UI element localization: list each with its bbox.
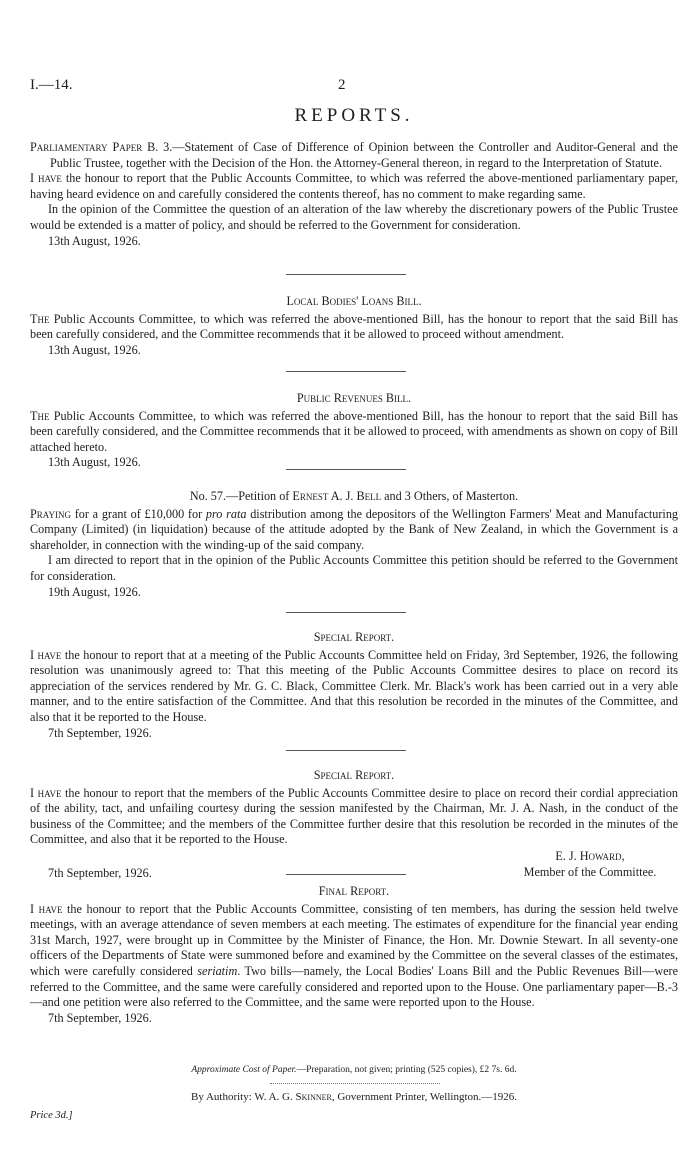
divider	[286, 750, 406, 751]
divider	[286, 469, 406, 470]
page-number: 2	[338, 77, 346, 93]
footer-divider	[270, 1083, 440, 1084]
report-date: 7th September, 1926.	[48, 1010, 152, 1025]
page-title: REPORTS.	[294, 105, 414, 126]
divider	[286, 274, 406, 275]
report-paragraph: Praying for a grant of £10,000 for pro rata distribution among the depositors of the Wellington Farmers' Meat and Manufacturing Company (Limited) (in liquidation) because of the attitude adopted by the Bank of New Zealand, in which the Government is a shareholder, in connection with the winding-up of the said company.	[30, 506, 679, 552]
signer-role: Member of the Committee.	[523, 864, 657, 879]
report-paragraph: I have the honour to report that the Public Accounts Committee, consisting of ten members, has during the session held twelve meetings, with an average attendance of seven members at each meeting. The estimates of expenditure for the financial year ending 31st March, 1927, were brought up in Committee by the Minister of Finance, the Hon. Mr. Downie Stewart. In all seventy-one officers of the Departments of State were summoned before and examined by the Committee on the several classes of the estimates, which were carefully considered seriatim. Two bills—namely, the Local Bodies' Loans Bill and the Public Revenues Bill—were referred to the Committee, and the same were carefully considered and reported upon to the House. One parliamentary paper—B.-3—and one petition were also referred to the Committee, and the same were reported upon to the House.	[30, 901, 678, 1010]
printer-authority: By Authority: W. A. G. Skinner, Government Printer, Wellington.—1926.	[190, 1091, 518, 1103]
report-date: 7th September, 1926.	[48, 725, 152, 740]
section-heading: Local Bodies' Loans Bill.	[286, 294, 422, 308]
report-paragraph: I am directed to report that in the opinion of the Public Accounts Committee this petition should be referred to the Government for consideration.	[30, 553, 678, 583]
section-special-report-2	[30, 768, 678, 848]
report-date: 7th September, 1926.	[48, 866, 152, 880]
report-paragraph: The Public Accounts Committee, to which was referred the above-mentioned Bill, has the honour to report that the said Bill has been carefully considered, and the Committee recommends that it be allowed to proceed without amendment.	[30, 311, 678, 342]
page-header	[30, 78, 678, 96]
section-heading: No. 57.—Petition of Ernest A. J. Bell and 3 Others, of Masterton.	[189, 489, 519, 503]
report-paragraph: I have the honour to report that the members of the Public Accounts Committee desire to place on record their cordial appreciation of the ability, tact, and unfailing courtesy during the session manifested by the Chairman, Mr. J. A. Nash, in the conduct of the business of the Committee; and the members of the Committee further desire that this resolution be recorded in the minutes of the Committee, and also that it be reported to the House.	[30, 785, 678, 847]
section-heading: Parliamentary Paper B. 3.—Statement of Case of Difference of Opinion between the Controller and Auditor-General and the Public Trustee, together with the Decision of the Hon. the Attorney-General thereon, in regard to the Interpretation of Statute.	[30, 140, 678, 170]
price-note: Price 3d.]	[30, 1110, 73, 1121]
section-heading: Special Report.	[313, 768, 395, 782]
section-final-report	[30, 884, 678, 1026]
signature-block	[510, 849, 670, 880]
report-date: 13th August, 1926.	[48, 455, 141, 470]
divider	[286, 612, 406, 613]
section-heading: Public Revenues Bill.	[296, 391, 412, 405]
report-paragraph: In the opinion of the Committee the question of an alteration of the law whereby the discretionary powers of the Public Trustee would be extended is a matter of policy, and should be referred to the Government for consideration.	[30, 202, 678, 232]
section-local-bodies-loans-bill	[30, 294, 678, 358]
report-date: 13th August, 1926.	[48, 342, 141, 357]
date-line	[30, 866, 270, 882]
section-heading: Final Report.	[318, 884, 390, 898]
report-paragraph: I have the honour to report that at a meeting of the Public Accounts Committee held on Friday, 3rd September, 1926, the following resolution was unanimously agreed to: That this meeting of the Public Accounts Committee desires to place on record its appreciation of the services rendered by Mr. G. C. Black, Committee Clerk. Mr. Black's work has been carried out in a very able manner, and to the entire satisfaction of the Committee. And that this resolution be recorded in the minutes of the Committee, and also that it be reported to the House.	[30, 647, 678, 724]
report-paragraph: I have the honour to report that the Public Accounts Committee, to which was referred the above-mentioned parliamentary paper, having heard evidence on and carefully considered the contents thereof, has no comment to make regarding same.	[30, 171, 679, 201]
section-petition-57	[30, 489, 678, 600]
section-public-revenues-bill	[30, 391, 678, 471]
signer-name: E. J. Howard,	[555, 849, 625, 863]
report-date: 13th August, 1926.	[48, 233, 141, 248]
divider	[286, 874, 406, 875]
paper-reference: I.—14.	[30, 77, 73, 93]
section-parliamentary-paper	[30, 140, 678, 249]
report-paragraph: The Public Accounts Committee, to which was referred the above-mentioned Bill, has the honour to report that the said Bill has been carefully considered, and the Committee recommends that it be allowed to proceed, with amendments as shown on copy of Bill attached hereto.	[30, 408, 678, 454]
report-date: 19th August, 1926.	[48, 584, 141, 599]
section-special-report-1	[30, 630, 678, 741]
cost-note: Approximate Cost of Paper.—Preparation, not given; printing (525 copies), £2 7s. 6d.	[191, 1065, 517, 1075]
divider	[286, 371, 406, 372]
section-heading: Special Report.	[313, 630, 395, 644]
